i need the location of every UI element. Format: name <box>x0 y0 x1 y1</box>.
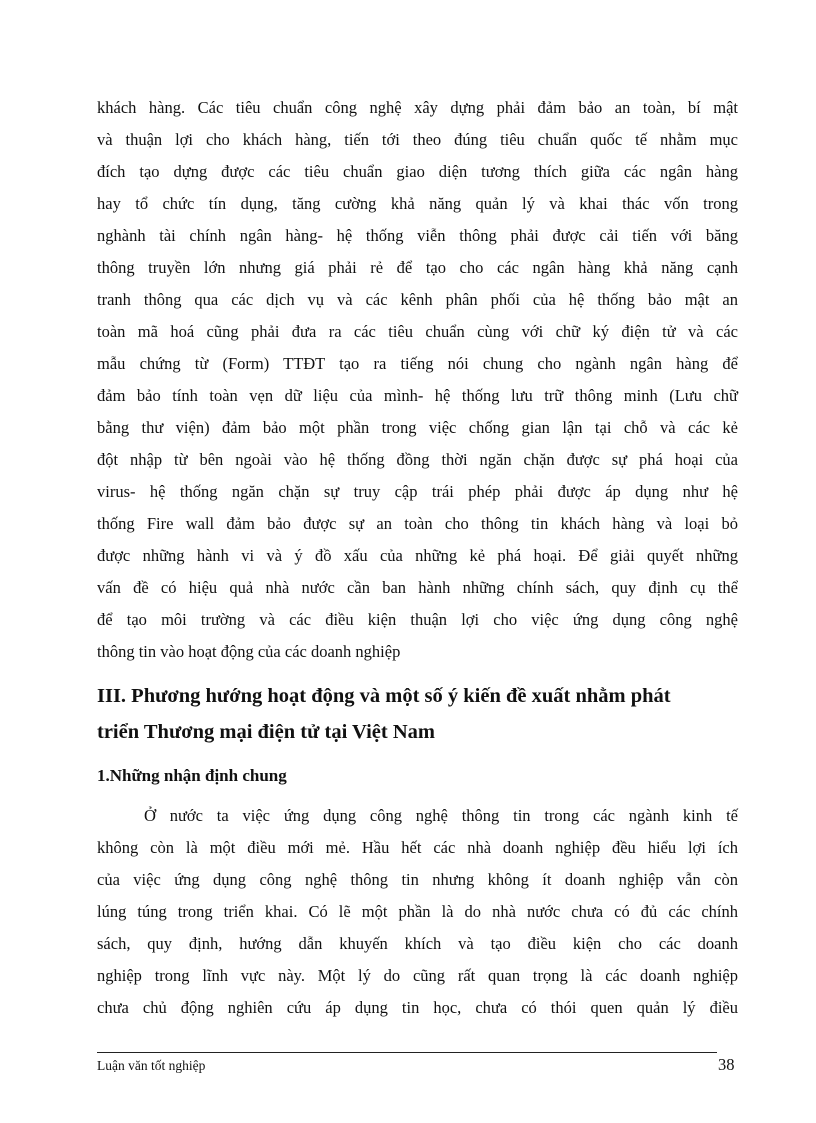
footer-label: Luận văn tốt nghiệp <box>97 1058 206 1073</box>
text-line: chưa chủ động nghiên cứu áp dụng tin học, chưa có thói quen quản lý điều <box>97 998 738 1017</box>
text-line: không còn là một điều mới mẻ. Hầu hết các nhà doanh nghiệp đều hiểu lợi ích <box>97 838 738 857</box>
text-line: đảm bảo tính toàn vẹn dữ liệu của mình- hệ thống lưu trữ thông minh (Lưu chữ <box>97 386 738 405</box>
text-line: mẫu chứng từ (Form) TTĐT tạo ra tiếng nói chung cho ngành ngân hàng để <box>97 354 738 373</box>
text-line: nghành tài chính ngân hàng- hệ thống viễn thông phải được cải tiến với băng <box>97 226 738 245</box>
section-heading-line: III. Phương hướng hoạt động và một số ý kiến đề xuất nhằm phát <box>97 685 671 707</box>
text-line: đột nhập từ bên ngoài vào hệ thống đồng thời ngăn chặn được sự phá hoại của <box>97 450 738 469</box>
text-line: tranh thông qua các dịch vụ và các kênh phân phối của hệ thống bảo mật an <box>97 290 738 309</box>
page-number: 38 <box>718 1055 735 1074</box>
text-line: đích tạo dựng được các tiêu chuẩn giao diện tương thích giữa các ngân hàng <box>97 162 738 181</box>
text-line: hay tổ chức tín dụng, tăng cường khả năng quản lý và khai thác vốn trong <box>97 194 738 213</box>
text-line: để tạo môi trường và các điều kiện thuận lợi cho việc ứng dụng công nghệ <box>97 610 738 629</box>
text-line: và thuận lợi cho khách hàng, tiến tới theo đúng tiêu chuẩn quốc tế nhằm mục <box>97 130 738 149</box>
text-line: bằng thư viện) đảm bảo một phần trong việc chống gian lận tại chỗ và các kẻ <box>97 418 738 437</box>
text-line: được những hành vi và ý đồ xấu của những kẻ phá hoại. Để giải quyết những <box>97 546 738 565</box>
text-line: sách, quy định, hướng dẫn khuyến khích và tạo điều kiện cho các doanh <box>97 934 738 953</box>
text-line: virus- hệ thống ngăn chặn sự truy cập trái phép phải được áp dụng như hệ <box>97 482 738 501</box>
text-line: thông tin vào hoạt động của các doanh nghiệp <box>97 642 401 661</box>
text-line: vấn đề có hiệu quả nhà nước cần ban hành những chính sách, quy định cụ thể <box>97 578 738 597</box>
text-line: Ở nước ta việc ứng dụng công nghệ thông tin trong các ngành kinh tế <box>144 806 738 825</box>
footer-divider <box>97 1052 717 1053</box>
section-heading-line: triển Thương mại điện tử tại Việt Nam <box>97 721 435 743</box>
text-line: thông truyền lớn nhưng giá phải rẻ để tạo cho các ngân hàng khả năng cạnh <box>97 258 738 277</box>
text-line: khách hàng. Các tiêu chuẩn công nghệ xây dựng phải đảm bảo an toàn, bí mật <box>97 98 738 117</box>
text-line: thống Fire wall đảm bảo được sự an toàn cho thông tin khách hàng và loại bỏ <box>97 514 738 533</box>
text-line: của việc ứng dụng công nghệ thông tin nhưng không ít doanh nghiệp vẫn còn <box>97 870 738 889</box>
text-line: lúng túng trong triển khai. Có lẽ một phần là do nhà nước chưa có đủ các chính <box>97 902 738 921</box>
text-line: toàn mã hoá cũng phải đưa ra các tiêu chuẩn cùng với chữ ký điện tử và các <box>97 322 738 341</box>
text-line: nghiệp trong lĩnh vực này. Một lý do cũng rất quan trọng là các doanh nghiệp <box>97 966 738 985</box>
subsection-heading: 1.Những nhận định chung <box>97 766 287 785</box>
